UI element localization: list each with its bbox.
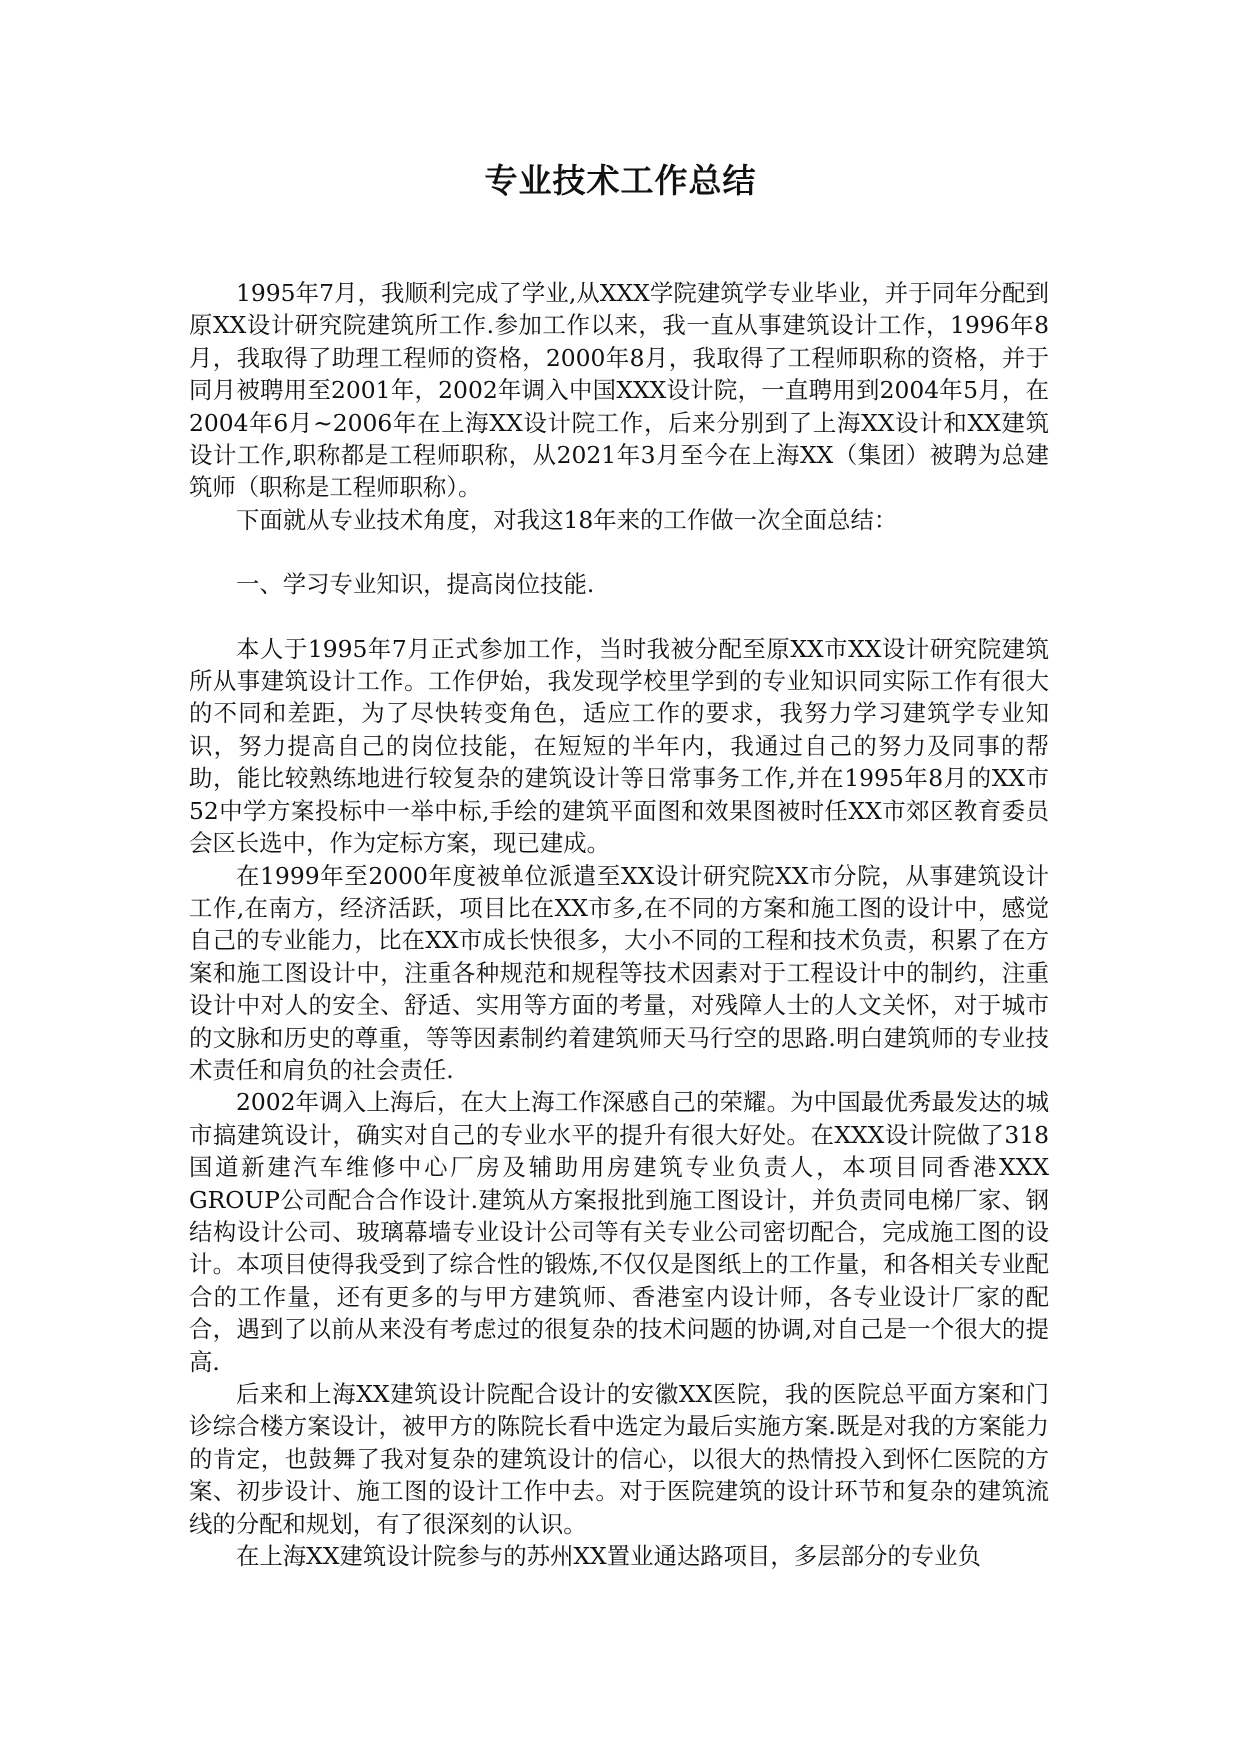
paragraph-summary-intro: 下面就从专业技术角度，对我这18年来的工作做一次全面总结： (236, 505, 898, 534)
section-heading-1: 一、学习专业知识，提高岗位技能. (236, 570, 595, 599)
document-body (189, 277, 1073, 1572)
paragraph-suzhou-project: 在上海XX建筑设计院参与的苏州XX置业通达路项目，多层部分的专业负 (236, 1542, 981, 1571)
page-title: 专业技术工作总结 (484, 161, 757, 200)
paragraph-branch-work: 在1999年至2000年度被单位派遣至XX设计研究院XX市分院，从事建筑设计工作,在南方，经济活跃，项目比在XX市多,在不同的方案和施工图的设计中，感觉自己的专业能力，比在XX市成长快很多，大小不同的工程和技术负责，积累了在方案和施工图设计中，注重各种规范和规程等技术因素对于工程设计中的制约，注重设计中对人的安全、舒适、实用等方面的考量，对残障人士的人文关怀，对于城市的文脉和历史的尊重，等等因素制约着建筑师天马行空的思路.明白建筑师的专业技术责任和肩负的社会责任. (189, 861, 1049, 1084)
paragraph-hospital-project: 后来和上海XX建筑设计院配合设计的安徽XX医院，我的医院总平面方案和门诊综合楼方案设计，被甲方的陈院长看中选定为最后实施方案.既是对我的方案能力的肯定，也鼓舞了我对复杂的建筑设计的信心，以很大的热情投入到怀仁医院的方案、初步设计、施工图的设计工作中去。对于医院建筑的设计环节和复杂的建筑流线的分配和规划，有了很深刻的认识。 (189, 1380, 1049, 1538)
paragraph-early-work: 本人于1995年7月正式参加工作，当时我被分配至原XX市XX设计研究院建筑所从事建筑设计工作。工作伊始，我发现学校里学到的专业知识同实际工作有很大的不同和差距，为了尽快转变角色，适应工作的要求，我努力学习建筑学专业知识，努力提高自己的岗位技能，在短短的半年内，我通过自己的努力及同事的帮助，能比较熟练地进行较复杂的建筑设计等日常事务工作,并在1995年8月的XX市52中学方案投标中一举中标,手绘的建筑平面图和效果图被时任XX市郊区教育委员会区长选中，作为定标方案，现已建成。 (189, 634, 1049, 858)
paragraph-shanghai-work: 2002年调入上海后，在大上海工作深感自己的荣耀。为中国最优秀最发达的城市搞建筑设计，确实对自己的专业水平的提升有很大好处。在XXX设计院做了318国道新建汽车维修中心厂房及辅助用房建筑专业负责人，本项目同香港XXX GROUP公司配合合作设计.建筑从方案报批到施工图设计，并负责同电梯厂家、钢结构设计公司、玻璃幕墙专业设计公司等有关专业公司密切配合，完成施工图的设计。本项目使得我受到了综合性的锻炼,不仅仅是图纸上的工作量，和各相关专业配合的工作量，还有更多的与甲方建筑师、香港室内设计师，各专业设计厂家的配合，遇到了以前从来没有考虑过的很复杂的技术问题的协调,对自己是一个很大的提高. (189, 1088, 1073, 1376)
paragraph-career-overview: 1995年7月，我顺利完成了学业,从XXX学院建筑学专业毕业，并于同年分配到原XX设计研究院建筑所工作.参加工作以来，我一直从事建筑设计工作，1996年8月，我取得了助理工程师的资格，2000年8月，我取得了工程师职称的资格，并于同月被聘用至2001年，2002年调入中国XXX设计院，一直聘用到2004年5月，在2004年6月~2006年在上海XX设计院工作，后来分别到了上海XX设计和XX建筑设计工作,职称都是工程师职称，从2021年3月至今在上海XX（集团）被聘为总建筑师（职称是工程师职称）。 (189, 279, 1049, 502)
